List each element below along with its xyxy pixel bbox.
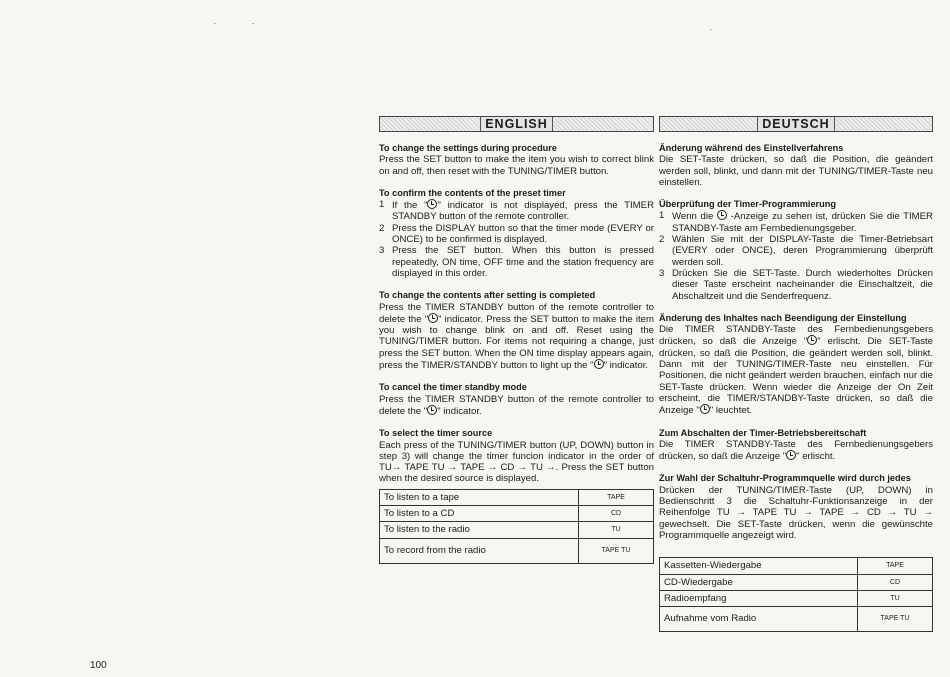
section-title: To change the contents after setting is completed [379, 290, 596, 301]
section-text: Die SET-Taste drücken, so daß die Position, die geändert werden soll, blinkt, und dann mit der TUNING/TIMER-Taste neu einstellen. [659, 154, 933, 188]
text-run: " erlischt. [796, 451, 836, 463]
timer-clock-icon [594, 359, 604, 369]
step-number: 3 [379, 245, 385, 257]
step-text: " indicator is not displayed, press the TIMER STANDBY button of the remote controller. [392, 200, 654, 223]
section-text [659, 439, 933, 463]
text-run: " erlischt. Die SET-Taste drücken, so daß die Position, die geändert werden soll, blinkt. Dann mit der TUNING/TIMER-Taste neu einstellen. Für Positionen, die nicht geändert werden brauchen, einfach nur die SET-Taste drücken. Wenn wieder die Anzeige der On Zeit erscheint, die TIMER/STANDBY-Taste drücken, so daß die Anzeige " [659, 336, 933, 417]
step-item [659, 210, 933, 234]
scan-speck: ˇ [710, 30, 712, 36]
step-item [379, 223, 654, 246]
section-text: Each press of the TUNING/TIMER button (UP, DOWN) button in step 3) will change the timer funcion indicator in the order of TU→ TAPE TU → TAPE → CD → TU →. Press the SET button when the desired source is displayed. [379, 439, 654, 485]
source-table [379, 489, 654, 564]
en-section-cancel-standby [379, 382, 654, 417]
section-title: To change the settings during procedure [379, 143, 557, 153]
table-row [660, 607, 933, 632]
de-section-change-contents [659, 313, 933, 417]
section-text: Drücken der TUNING/TIMER-Taste (UP, DOWN) in Bedienschritt 3 die Schaltuhr-Funktionsanzeige in der Reihenfolge TU → TAPE TU → TAPE → CD → TU → gewechselt. Die SET-Taste drücken, wenn die gewünschte Programmquelle angezeigt wird. [659, 484, 933, 541]
timer-clock-icon [427, 405, 437, 415]
section-title: To cancel the timer standby mode [379, 382, 527, 393]
table-cell-indicator: TU [579, 522, 654, 538]
english-banner-label: ENGLISH [480, 117, 553, 131]
timer-clock-icon [807, 335, 817, 345]
step-item [659, 234, 933, 268]
section-text: Press the SET button to make the item you wish to correct blink on and off, then reset with the TUNING/TIMER button. [379, 154, 654, 177]
step-list [659, 210, 933, 301]
en-section-change-settings [379, 143, 654, 177]
timer-clock-icon [428, 313, 438, 323]
section-title: To select the timer source [379, 428, 493, 439]
text-run: " indicator. [603, 360, 649, 372]
step-number: 2 [659, 234, 665, 246]
timer-clock-icon [717, 210, 727, 220]
table-row [380, 489, 654, 505]
table-row [380, 538, 654, 563]
table-cell-indicator: TAPE TU [858, 607, 933, 632]
section-text [659, 324, 933, 416]
section-title: Änderung während des Einstellverfahrens [659, 143, 844, 153]
table-cell-label: To listen to a CD [380, 506, 579, 522]
english-column [379, 116, 654, 575]
text-run: " leuchtet. [709, 405, 753, 417]
table-row [660, 558, 933, 574]
deutsch-banner [659, 116, 933, 132]
table-cell-label: Radioempfang [660, 590, 858, 606]
step-item [659, 268, 933, 302]
de-section-select-source [659, 473, 933, 632]
section-text [379, 302, 654, 372]
deutsch-column [659, 116, 933, 643]
table-cell-indicator: CD [858, 574, 933, 590]
en-section-change-contents [379, 290, 654, 371]
step-text: -Anzeige zu sehen ist, drücken Sie die TIMER STANDBY-Taste am Fernbedienungsgeber. [672, 211, 933, 234]
step-text: Press the SET button. When this button is pressed repeatedly, ON time, OFF time and the station frequency are displayed in this order. [392, 245, 654, 279]
text-run: " indicator. Press the SET button to make the item you wish to change blink on and off. Reset using the TUNING/TIMER button. For items not requiring a change, just press the SET button. When the ON time display appears again, press the TIMER/STANDBY button to light up the " [379, 313, 655, 372]
table-cell-indicator: TU [858, 590, 933, 606]
scan-speck: ˇ [214, 24, 216, 30]
section-title: Zum Abschalten der Timer-Betriebsbereitschaft [659, 427, 867, 438]
section-text [379, 394, 654, 418]
table-row [380, 522, 654, 538]
scan-speck: ˜ [252, 24, 254, 30]
timer-clock-icon [427, 199, 437, 209]
table-cell-label: To record from the radio [380, 538, 579, 563]
section-title: Änderung des Inhaltes nach Beendigung der Einstellung [659, 312, 907, 323]
timer-clock-icon [700, 404, 710, 414]
step-text: Drücken Sie die SET-Taste. Durch wiederholtes Drücken dieser Taste erscheint nacheinander die Einschaltzeit, die Abschaltzeit und die Senderfrequenz. [672, 267, 933, 302]
step-number: 1 [379, 199, 385, 211]
step-number: 3 [659, 267, 665, 279]
text-run: " indicator. [437, 405, 482, 417]
table-cell-label: CD-Wiedergabe [660, 574, 858, 590]
deutsch-banner-label: DEUTSCH [757, 117, 834, 131]
en-section-select-source [379, 428, 654, 563]
table-row [380, 506, 654, 522]
table-cell-label: Aufnahme vom Radio [660, 607, 858, 632]
english-banner [379, 116, 654, 132]
text-run: Press the TIMER STANDBY button of the remote controller to delete the " [379, 301, 654, 325]
table-cell-label: To listen to the radio [380, 522, 579, 538]
timer-clock-icon [786, 450, 796, 460]
page-number: 100 [90, 660, 107, 671]
step-item [379, 199, 654, 223]
step-text: Wenn die [672, 211, 717, 223]
table-cell-label: Kassetten-Wiedergabe [660, 558, 858, 574]
step-number: 1 [659, 210, 665, 222]
text-run: Die TIMER STANDBY-Taste des Fernbedienungsgebers drücken, so daß die Anzeige " [659, 438, 933, 463]
step-number: 2 [379, 222, 385, 234]
step-text: Press the DISPLAY button so that the timer mode (EVERY or ONCE) to be confirmed is displayed. [392, 222, 654, 246]
table-cell-indicator: TAPE [858, 558, 933, 574]
table-cell-indicator: TAPE [579, 489, 654, 505]
de-section-change-settings [659, 143, 933, 188]
en-section-confirm-timer [379, 188, 654, 279]
de-section-cancel-standby [659, 428, 933, 463]
section-title: Zur Wahl der Schaltuhr-Programmquelle wird durch jedes [659, 473, 911, 484]
section-title: To confirm the contents of the preset timer [379, 187, 566, 198]
text-run: Die TIMER STANDBY-Taste des Fernbedienungsgebers drücken, so daß die Anzeige " [659, 324, 933, 348]
table-row [660, 590, 933, 606]
table-cell-indicator: TAPE TU [579, 538, 654, 563]
table-cell-label: To listen to a tape [380, 489, 579, 505]
text-run: Press the TIMER STANDBY button of the remote controller to delete the " [379, 393, 654, 417]
step-list [379, 199, 654, 279]
de-section-confirm-timer [659, 199, 933, 302]
step-text: If the " [392, 200, 428, 212]
table-cell-indicator: CD [579, 506, 654, 522]
section-title: Überprüfung der Timer-Programmierung [659, 199, 836, 210]
step-item [379, 245, 654, 279]
step-text: Wählen Sie mit der DISPLAY-Taste die Timer-Betriebsart (EVERY oder ONCE), deren Programmierung überprüft werden soll. [672, 234, 933, 268]
source-table [659, 557, 933, 632]
table-row [660, 574, 933, 590]
